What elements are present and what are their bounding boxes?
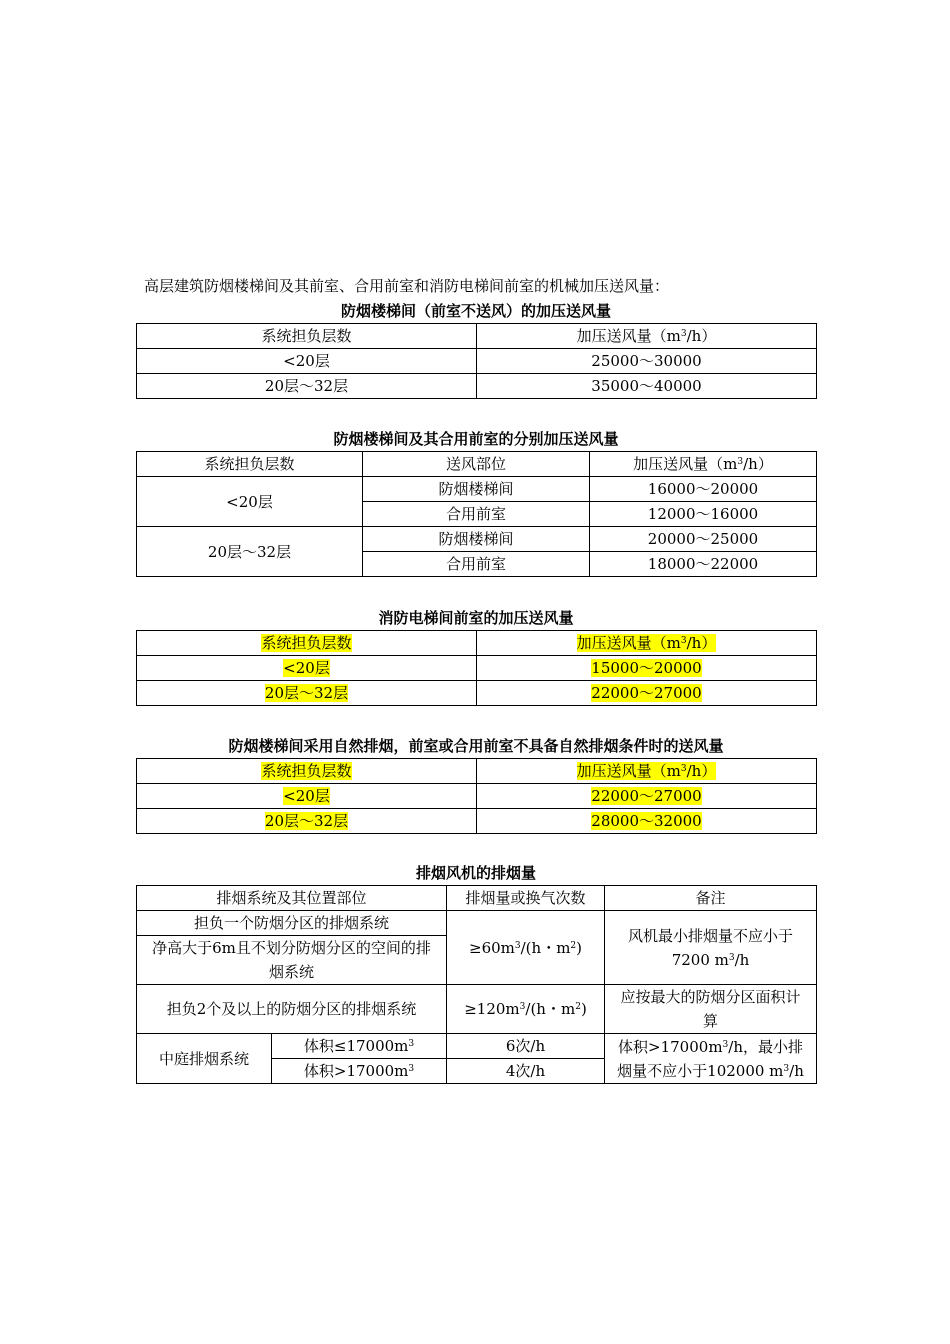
table-header-row bbox=[137, 452, 817, 477]
table-cell: 防烟楼梯间 bbox=[363, 477, 590, 502]
header-cell: 加压送风量$(m^3/h)$ bbox=[590, 452, 817, 477]
table-row bbox=[137, 911, 817, 936]
table-cell: <20层 bbox=[137, 349, 477, 374]
table-cell: 应按最大的防烟分区面积计算 bbox=[605, 985, 817, 1034]
header-cell: 排烟量或换气次数 bbox=[447, 886, 605, 911]
header-cell: 备注 bbox=[605, 886, 817, 911]
table-cell: 20层～32层 bbox=[137, 681, 477, 706]
table2-caption: 防烟楼梯间及其合用前室的分别加压送风量 bbox=[333, 430, 619, 448]
table-header-row bbox=[137, 759, 817, 784]
table4-caption: 防烟楼梯间采用自然排烟，前室或合用前室不具备自然排烟条件时的送风量 bbox=[228, 737, 724, 755]
header-cell: 系统担负层数 bbox=[137, 759, 477, 784]
table-cell: 15000～20000 bbox=[477, 656, 817, 681]
table-row bbox=[137, 1034, 817, 1059]
table1-caption: 防烟楼梯间（前室不送风）的加压送风量 bbox=[340, 302, 611, 320]
table-cell: 22000～27000 bbox=[477, 784, 817, 809]
table-row bbox=[137, 349, 817, 374]
table1 bbox=[136, 323, 817, 399]
header-cell: 加压送风量$(m^3/h)$ bbox=[477, 631, 817, 656]
table4 bbox=[136, 758, 817, 834]
table3 bbox=[136, 630, 817, 706]
table-cell: 18000～22000 bbox=[590, 552, 817, 577]
table-cell: 中庭排烟系统 bbox=[137, 1034, 272, 1084]
header-cell: 加压送风量$(m^3/h)$ bbox=[477, 324, 817, 349]
table-row bbox=[137, 527, 817, 552]
table-cell: <20层 bbox=[137, 477, 363, 527]
table-cell: 16000～20000 bbox=[590, 477, 817, 502]
table5 bbox=[136, 885, 817, 1084]
table-cell: 担负一个防烟分区的排烟系统 bbox=[137, 911, 447, 936]
table5-caption: 排烟风机的排烟量 bbox=[415, 864, 536, 882]
table-header-row bbox=[137, 886, 817, 911]
table-cell: 20000～25000 bbox=[590, 527, 817, 552]
header-cell: 系统担负层数 bbox=[137, 324, 477, 349]
table-cell: 6次/h bbox=[447, 1034, 605, 1059]
table-row bbox=[137, 656, 817, 681]
table-cell: 20层～32层 bbox=[137, 374, 477, 399]
table2 bbox=[136, 451, 817, 577]
table-row bbox=[137, 784, 817, 809]
table-cell: 体积$>17000m^3/h$，最小排烟量不应小于102000 $m^3/h$ bbox=[605, 1034, 817, 1084]
intro-text: 高层建筑防烟楼梯间及其前室、合用前室和消防电梯间前室的机械加压送风量： bbox=[144, 277, 670, 295]
table-cell: 20层～32层 bbox=[137, 809, 477, 834]
table-header-row bbox=[137, 631, 817, 656]
table-row bbox=[137, 809, 817, 834]
table-cell: $\ge 60m^3/(h$・$m^2$) bbox=[447, 911, 605, 985]
table-row bbox=[137, 985, 817, 1034]
table-cell: 体积$\le 17000m^3$ bbox=[272, 1034, 447, 1059]
table-row bbox=[137, 374, 817, 399]
table-cell: 28000～32000 bbox=[477, 809, 817, 834]
table-cell: 合用前室 bbox=[363, 502, 590, 527]
table-cell: 22000～27000 bbox=[477, 681, 817, 706]
table-cell: 合用前室 bbox=[363, 552, 590, 577]
table-cell: 防烟楼梯间 bbox=[363, 527, 590, 552]
table-cell: <20层 bbox=[137, 656, 477, 681]
table-cell: 担负2个及以上的防烟分区的排烟系统 bbox=[137, 985, 447, 1034]
table-cell: <20层 bbox=[137, 784, 477, 809]
table-cell: 12000～16000 bbox=[590, 502, 817, 527]
header-cell: 排烟系统及其位置部位 bbox=[137, 886, 447, 911]
table-cell: 20层～32层 bbox=[137, 527, 363, 577]
table-row bbox=[137, 681, 817, 706]
table-cell: 25000～30000 bbox=[477, 349, 817, 374]
header-cell: 加压送风量$(m^3/h)$ bbox=[477, 759, 817, 784]
table-cell: 体积$>17000m^3$ bbox=[272, 1059, 447, 1084]
table-cell: 净高大于6m且不划分防烟分区的空间的排烟系统 bbox=[137, 936, 447, 985]
table-row bbox=[137, 477, 817, 502]
table-cell: 35000～40000 bbox=[477, 374, 817, 399]
table3-caption: 消防电梯间前室的加压送风量 bbox=[378, 609, 574, 627]
table-cell: $\ge 120m^3/(h$・$m^2$) bbox=[447, 985, 605, 1034]
header-cell: 送风部位 bbox=[363, 452, 590, 477]
table-cell: 风机最小排烟量不应小于7200 $m^3/h$ bbox=[605, 911, 817, 985]
table-header-row bbox=[137, 324, 817, 349]
header-cell: 系统担负层数 bbox=[137, 452, 363, 477]
header-cell: 系统担负层数 bbox=[137, 631, 477, 656]
table-cell: 4次/h bbox=[447, 1059, 605, 1084]
